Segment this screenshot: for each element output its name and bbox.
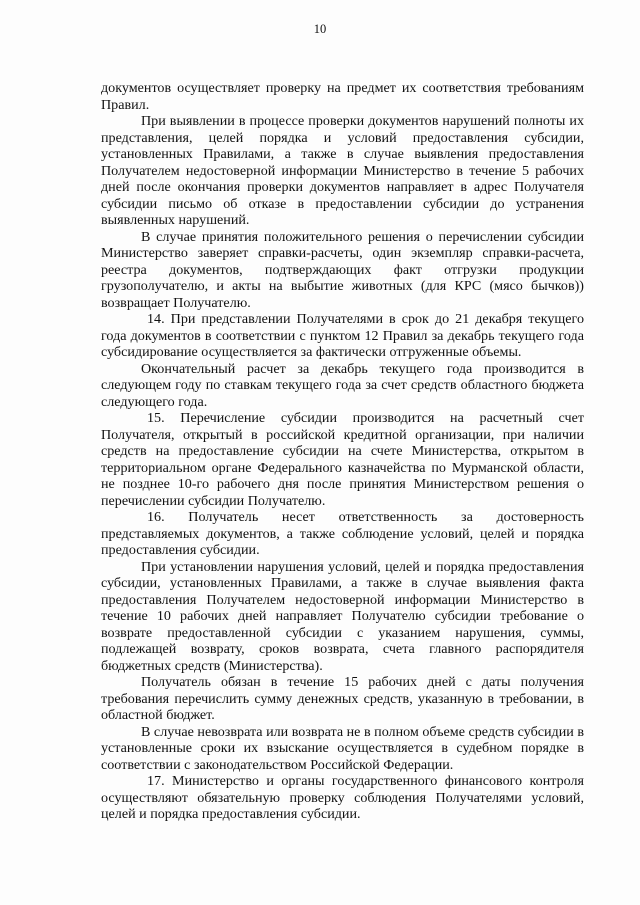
paragraph: Окончательный расчет за декабрь текущего года производится в следующем году по ставкам текущего года за счет средств областного бюджета следующего года. [101,360,584,410]
paragraph: 15. Перечисление субсидии производится на расчетный счет Получателя, открытый в российской кредитной организации, при наличии средств на предоставление субсидии на счете Министерства, открытом в территориальном органе Федерального казначейства по Мурманской области, не позднее 10-го рабочего дня после принятия Министерством решения о перечислении субсидии Получателю. [101,410,584,509]
paragraph: В случае принятия положительного решения о перечислении субсидии Министерство заверяет справки-расчеты, один экземпляр справки-расчета, реестра документов, подтверждающих факт отгрузки продукции грузополучателю, и акты на выбытие животных (для КРС (мясо бычков)) возвращает Получателю. [101,228,584,311]
paragraph: документов осуществляет проверку на предмет их соответствия требованиям Правил. [101,80,584,113]
paragraph: 16. Получатель несет ответственность за достоверность представляемых документов, а также соблюдение условий, целей и порядка предоставления субсидии. [101,509,584,558]
page-number: 10 [313,22,327,36]
paragraph: При выявлении в процессе проверки документов нарушений полноты их представления, целей порядка и условий предоставления субсидии, установленных Правилами, а также в случае выявления предоставления Получателем недостоверной информации Министерство в течение 5 рабочих дней после окончания проверки документов направляет в адрес Получателя субсидии письмо об отказе в предоставлении субсидии до устранения выявленных нарушений. [101,113,584,228]
paragraph: При установлении нарушения условий, целей и порядка предоставления субсидии, установленных Правилами, а также в случае выявления факта предоставления Получателем недостоверной информации Министерство в течение 10 рабочих дней направляет Получателю субсидии требование о возврате предоставленной субсидии с указанием нарушения, суммы, подлежащей возврату, сроков возврата, счета главного распорядителя бюджетных средств (Министерства). [101,558,584,674]
paragraph: 17. Министерство и органы государственного финансового контроля осуществляют обязательную проверку соблюдения Получателями условий, целей и порядка предоставления субсидии. [101,773,584,822]
paragraph: В случае невозврата или возврата не в полном объеме средств субсидии в установленные сроки их взыскание осуществляется в судебном порядке в соответствии с законодательством Российской Федерации. [101,723,584,773]
paragraph: 14. При представлении Получателями в срок до 21 декабря текущего года документов в соответствии с пунктом 12 Правил за декабрь текущего года субсидирование осуществляется за фактически отгруженные объемы. [101,311,584,360]
paragraph: Получатель обязан в течение 15 рабочих дней с даты получения требования перечислить сумму денежных средств, указанную в требовании, в областной бюджет. [101,674,584,723]
document-body [101,80,584,823]
